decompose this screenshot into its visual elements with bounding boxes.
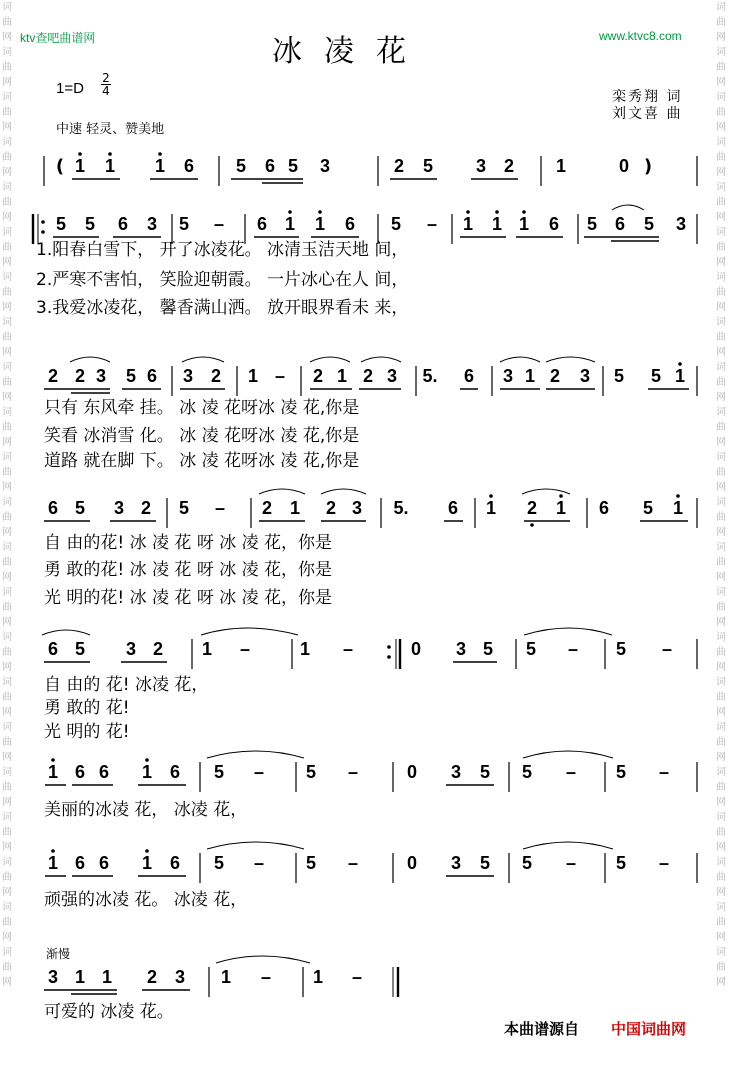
site-name-left[interactable]: ktv查吧曲谱网 <box>20 31 96 45</box>
lyric-line: 3.我爱冰凌花， 馨香满山洒。 放开眼界看未 来， <box>36 298 409 318</box>
verse-note: 3 <box>125 639 137 659</box>
slur-arc <box>70 357 110 362</box>
verse-note: 5 <box>305 853 317 873</box>
verse-note: 6 <box>47 639 59 659</box>
side-watermark-right: 词曲网词曲网词曲网词曲网词曲网词曲网词曲网词曲网词曲网词曲网词曲网词曲网词曲网词曲网词曲网词曲网词曲网词曲网词曲网词曲网词曲网词曲网 <box>716 2 726 988</box>
verse-note: 0 <box>406 762 418 782</box>
slur-arc <box>522 489 570 494</box>
verse-note: 3 <box>386 366 398 386</box>
octave-dot <box>51 849 55 853</box>
verse-note: 5 <box>521 853 533 873</box>
tie-arc <box>201 628 298 635</box>
verse-note: 3 <box>47 967 59 987</box>
slur-arc <box>182 357 224 362</box>
lyric-line: 光 明的花! 冰 凌 花 呀 冰 凌 花，你是 <box>44 588 333 608</box>
verse-note: 5 <box>178 498 190 518</box>
octave-dot <box>78 152 82 156</box>
close-paren: ) <box>643 156 653 177</box>
verse-note: 3 <box>450 853 462 873</box>
slur-arc <box>361 357 401 362</box>
verse-note: 2 <box>549 366 561 386</box>
verse-note: 6 <box>74 853 86 873</box>
verse-note: 2 <box>152 639 164 659</box>
verse-note: 3 <box>351 498 363 518</box>
time-numerator: 2 <box>102 71 110 85</box>
verse-note: 1 <box>555 498 567 518</box>
verse-note: – <box>239 639 251 659</box>
verse-note: 2 <box>47 366 59 386</box>
verse-note: – <box>274 366 286 386</box>
verse-note: 6 <box>169 853 181 873</box>
lyric-line: 可爱的 冰凌 花。 <box>44 1002 174 1022</box>
verse-note: 5 <box>305 762 317 782</box>
octave-dot <box>489 494 493 498</box>
intro-note: 0 <box>618 156 630 176</box>
verse-note: 1 <box>674 366 686 386</box>
octave-dot <box>676 494 680 498</box>
verse-note: 5 <box>586 214 598 234</box>
key-signature: 1=D <box>56 80 84 97</box>
lyric-line: 光 明的 花! <box>44 722 130 742</box>
verse-note: 0 <box>410 639 422 659</box>
verse-note: 5. <box>422 366 438 386</box>
verse-note: 1 <box>672 498 684 518</box>
verse-note: 1 <box>101 967 113 987</box>
lyric-line: 道路 就在脚 下。 冰 凌 花呀冰 凌 花,你是 <box>44 451 360 471</box>
verse-note: 1 <box>491 214 503 234</box>
site-url-right[interactable]: www.ktvc8.com <box>599 29 682 43</box>
lyric-line: 自 由的花! 冰 凌 花 呀 冰 凌 花，你是 <box>44 533 333 553</box>
verse-note: 6 <box>98 853 110 873</box>
tempo-marking: 中速 轻灵、赞美地 <box>56 122 165 137</box>
lyric-line: 只有 东风牵 挂。 冰 凌 花呀冰 凌 花,你是 <box>44 398 360 418</box>
time-denominator: 4 <box>102 84 110 98</box>
verse-note: – <box>661 639 673 659</box>
verse-note: 5 <box>615 762 627 782</box>
verse-note: 5 <box>479 853 491 873</box>
verse-note: – <box>347 762 359 782</box>
verse-note: 5 <box>613 366 625 386</box>
verse-note: 1 <box>462 214 474 234</box>
verse-note: 5 <box>521 762 533 782</box>
verse-note: 3 <box>182 366 194 386</box>
intro-note: 5 <box>422 156 434 176</box>
verse-note: 5 <box>125 366 137 386</box>
verse-note: – <box>658 762 670 782</box>
verse-note: 6 <box>548 214 560 234</box>
verse-note: 5 <box>74 498 86 518</box>
octave-dot <box>41 230 45 234</box>
verse-note: – <box>426 214 438 234</box>
tie-arc <box>216 956 310 963</box>
verse-note: 3 <box>113 498 125 518</box>
intro-note: 2 <box>503 156 515 176</box>
octave-dot <box>522 210 526 214</box>
verse-note: – <box>567 639 579 659</box>
intro-note: 2 <box>393 156 405 176</box>
octave-dot <box>51 758 55 762</box>
verse-note: 1 <box>485 498 497 518</box>
verse-note: 5 <box>482 639 494 659</box>
verse-note: 1 <box>336 366 348 386</box>
slur-arc <box>42 630 90 635</box>
lyric-line: 笑看 冰消雪 化。 冰 凌 花呀冰 凌 花,你是 <box>44 426 360 446</box>
verse-note: 3 <box>146 214 158 234</box>
verse-note: 6 <box>344 214 356 234</box>
tie-arc <box>523 751 613 758</box>
ritardando-label: 渐慢 <box>46 947 71 961</box>
verse-note: 1 <box>247 366 259 386</box>
verse-note: 2 <box>261 498 273 518</box>
verse-note: 5 <box>178 214 190 234</box>
slur-arc <box>321 489 366 494</box>
verse-note: 1 <box>220 967 232 987</box>
verse-note: 5 <box>213 853 225 873</box>
verse-note: 3 <box>675 214 687 234</box>
intro-note: 3 <box>319 156 331 176</box>
octave-dot <box>158 152 162 156</box>
verse-note: 6 <box>169 762 181 782</box>
verse-note: 2 <box>74 366 86 386</box>
tie-arc <box>207 842 304 849</box>
verse-note: 5 <box>479 762 491 782</box>
octave-dot <box>145 849 149 853</box>
intro-note: 1 <box>104 156 116 176</box>
tie-arc <box>524 628 612 635</box>
verse-note: 1 <box>141 853 153 873</box>
verse-note: 6 <box>447 498 459 518</box>
verse-note: 5. <box>393 498 409 518</box>
verse-note: 5 <box>525 639 537 659</box>
intro-note: 5 <box>287 156 299 176</box>
octave-dot <box>530 523 534 527</box>
lyric-line: 2.严寒不害怕， 笑脸迎朝霞。 一片冰心在人 间， <box>36 270 409 290</box>
slur-arc <box>259 489 305 494</box>
tie-arc <box>523 842 613 849</box>
verse-note: 5 <box>74 639 86 659</box>
verse-note: 3 <box>502 366 514 386</box>
verse-note: 1 <box>47 762 59 782</box>
verse-note: 6 <box>47 498 59 518</box>
intro-note: 1 <box>555 156 567 176</box>
octave-dot <box>387 645 391 649</box>
tie-arc <box>207 751 304 758</box>
verse-note: 1 <box>314 214 326 234</box>
intro-note: 1 <box>74 156 86 176</box>
slur-arc <box>546 357 595 362</box>
side-watermark-left: 词曲网词曲网词曲网词曲网词曲网词曲网词曲网词曲网词曲网词曲网词曲网词曲网词曲网词曲网词曲网词曲网词曲网词曲网词曲网词曲网词曲网词曲网 <box>2 2 12 988</box>
composer-credit: 刘文喜 曲 <box>612 106 683 122</box>
verse-note: 3 <box>455 639 467 659</box>
verse-note: 2 <box>210 366 222 386</box>
verse-note: 1 <box>201 639 213 659</box>
verse-note: 3 <box>579 366 591 386</box>
verse-note: 5 <box>642 498 654 518</box>
verse-note: 1 <box>312 967 324 987</box>
octave-dot <box>466 210 470 214</box>
lyric-line: 顽强的冰凌 花。 冰凌 花， <box>44 890 248 910</box>
verse-note: 2 <box>312 366 324 386</box>
octave-dot <box>678 362 682 366</box>
verse-note: 6 <box>598 498 610 518</box>
verse-note: 3 <box>95 366 107 386</box>
verse-note: 1 <box>141 762 153 782</box>
intro-note: 6 <box>183 156 195 176</box>
verse-note: – <box>214 498 226 518</box>
intro-note: 6 <box>264 156 276 176</box>
verse-note: 2 <box>325 498 337 518</box>
octave-dot <box>108 152 112 156</box>
verse-note: 2 <box>526 498 538 518</box>
verse-note: 5 <box>615 639 627 659</box>
octave-dot <box>145 758 149 762</box>
intro-note: 3 <box>475 156 487 176</box>
verse-note: 1 <box>47 853 59 873</box>
verse-note: – <box>253 853 265 873</box>
verse-note: – <box>565 853 577 873</box>
lyric-line: 勇 敢的 花! <box>44 698 130 718</box>
intro-note: 5 <box>235 156 247 176</box>
slur-arc <box>310 357 350 362</box>
verse-note: 1 <box>524 366 536 386</box>
verse-note: 1 <box>74 967 86 987</box>
verse-note: – <box>565 762 577 782</box>
slur-arc <box>500 357 540 362</box>
slur-arc <box>612 205 644 210</box>
verse-note: 5 <box>84 214 96 234</box>
lyricist-credit: 栾秀翔 词 <box>612 89 683 105</box>
verse-note: 2 <box>140 498 152 518</box>
verse-note: 6 <box>146 366 158 386</box>
verse-note: 5 <box>213 762 225 782</box>
footer-source-site[interactable]: 中国词曲网 <box>611 1020 687 1038</box>
octave-dot <box>318 210 322 214</box>
verse-note: 2 <box>362 366 374 386</box>
octave-dot <box>387 655 391 659</box>
octave-dot <box>495 210 499 214</box>
footer-source-label: 本曲谱源自 <box>504 1020 580 1038</box>
lyric-line: 自 由的 花! 冰凌 花， <box>44 675 209 695</box>
verse-note: – <box>351 967 363 987</box>
verse-note: 5 <box>615 853 627 873</box>
verse-note: – <box>658 853 670 873</box>
verse-note: 5 <box>650 366 662 386</box>
verse-note: 1 <box>289 498 301 518</box>
octave-dot <box>288 210 292 214</box>
lyric-line: 1.阳春白雪下， 开了冰凌花。 冰清玉洁天地 间， <box>36 240 409 260</box>
verse-note: 2 <box>146 967 158 987</box>
verse-note: 1 <box>518 214 530 234</box>
verse-note: 1 <box>284 214 296 234</box>
octave-dot <box>41 220 45 224</box>
verse-note: 5 <box>643 214 655 234</box>
verse-note: 6 <box>614 214 626 234</box>
verse-note: – <box>260 967 272 987</box>
song-title: 冰凌花 <box>272 34 428 69</box>
verse-note: 1 <box>299 639 311 659</box>
verse-note: – <box>213 214 225 234</box>
verse-note: 6 <box>98 762 110 782</box>
open-paren: ( <box>55 156 65 177</box>
verse-note: 6 <box>117 214 129 234</box>
verse-note: 6 <box>256 214 268 234</box>
octave-dot <box>559 494 563 498</box>
verse-note: 3 <box>174 967 186 987</box>
verse-note: 3 <box>450 762 462 782</box>
verse-note: 5 <box>390 214 402 234</box>
verse-note: – <box>253 762 265 782</box>
verse-note: 6 <box>463 366 475 386</box>
verse-note: – <box>342 639 354 659</box>
lyric-line: 美丽的冰凌 花， 冰凌 花， <box>44 800 248 820</box>
verse-note: 5 <box>55 214 67 234</box>
verse-note: 6 <box>74 762 86 782</box>
verse-note: 0 <box>406 853 418 873</box>
lyric-line: 勇 敢的花! 冰 凌 花 呀 冰 凌 花，你是 <box>44 560 333 580</box>
intro-note: 1 <box>154 156 166 176</box>
verse-note: – <box>347 853 359 873</box>
